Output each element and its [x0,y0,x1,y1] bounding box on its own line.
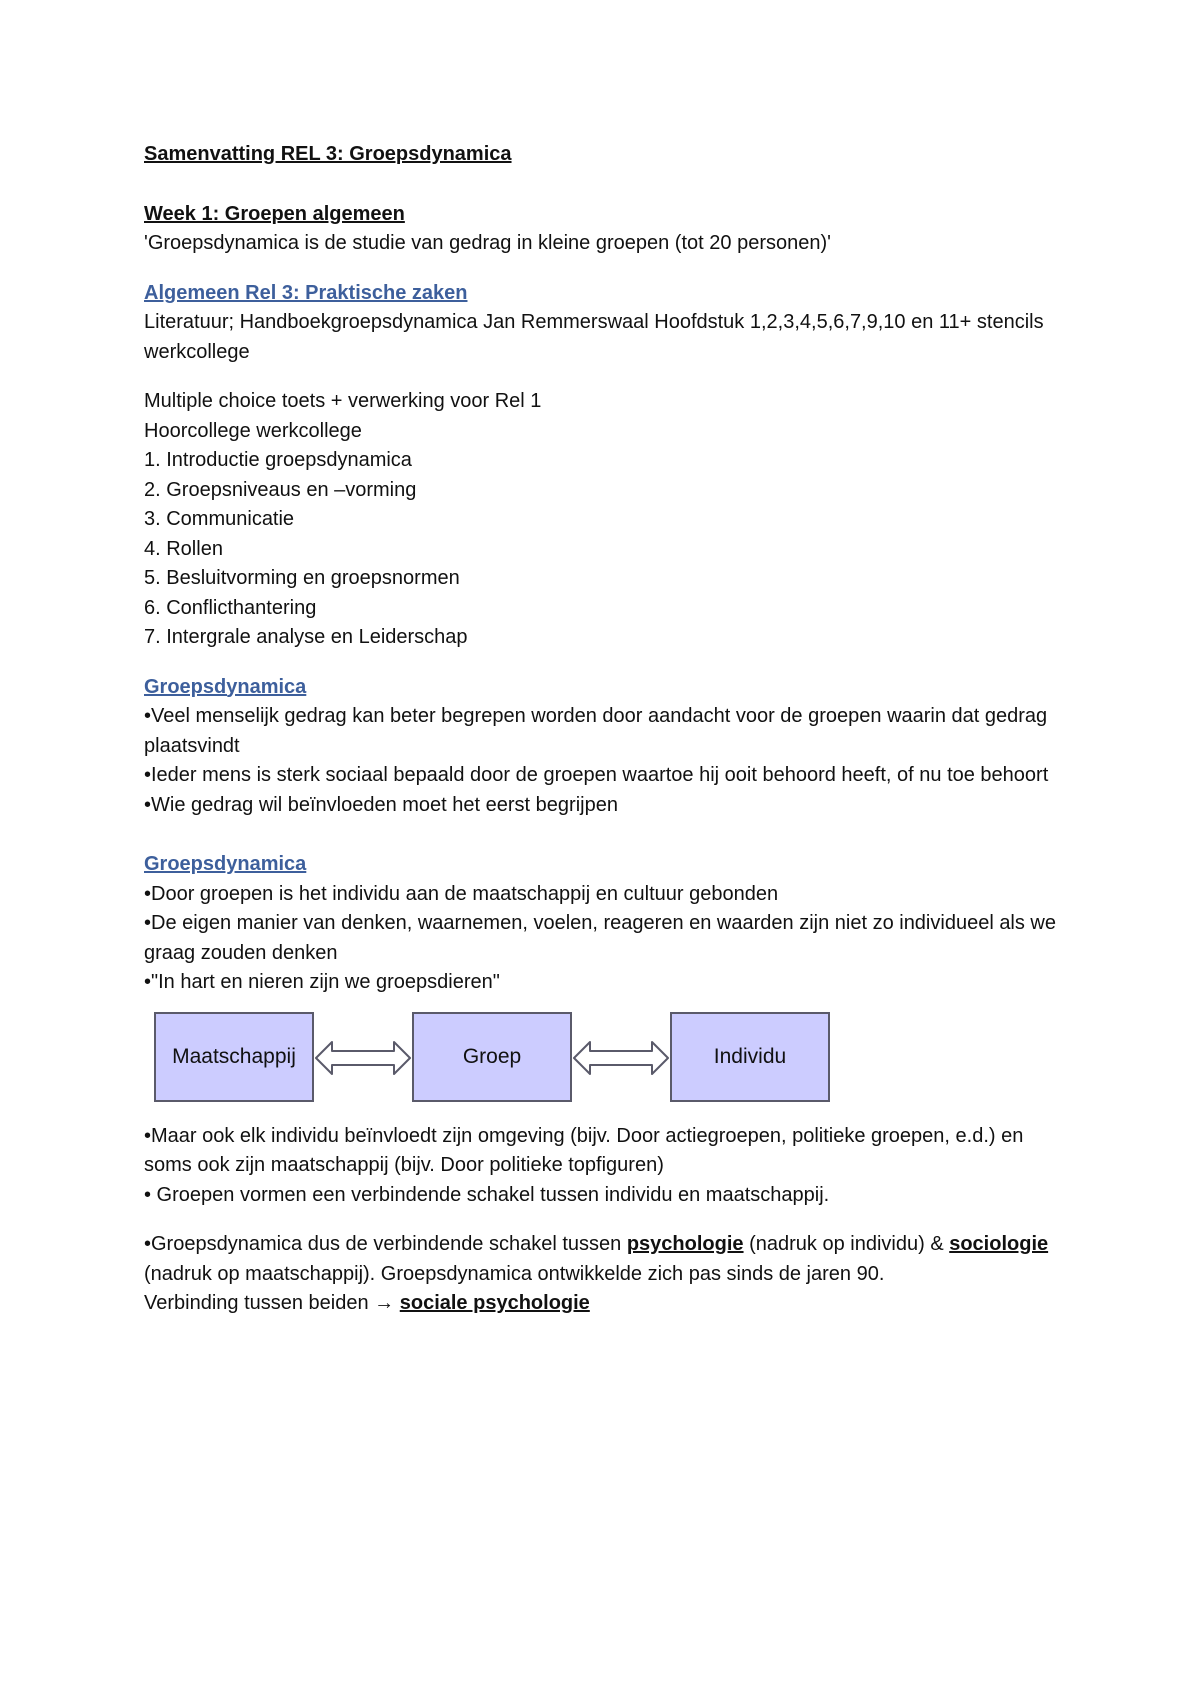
definition-quote: 'Groepsdynamica is de studie van gedrag in kleine groepen (tot 20 personen)' [144,232,831,254]
section1-heading: Groepsdynamica [144,675,307,698]
relationship-diagram [144,1012,844,1108]
term-sociologie: sociologie [949,1233,1049,1255]
list-item: •Ieder mens is sterk sociaal bepaald door de groepen waartoe hij ooit behoord heeft, of nu toe behoort [144,764,1049,786]
list-item: •Veel menselijk gedrag kan beter begrepen worden door aandacht voor de groepen waarin dat gedrag plaatsvindt [144,705,1048,757]
document-title: Samenvatting REL 3: Groepsdynamica [144,143,512,165]
list-item: 1. Introductie groepsdynamica [144,449,412,471]
term-sociale-psychologie: sociale psychologie [399,1292,590,1314]
box-individu: Individu [670,1012,830,1102]
conclusion-text: (nadruk op maatschappij). Groepsdynamica ontwikkelde zich pas sinds de jaren 90. [144,1262,885,1285]
list-item: 7. Intergrale analyse en Leiderschap [144,626,468,648]
conclusion-paragraph [144,1230,1074,1289]
connection-text: Verbinding tussen beiden → [144,1292,400,1314]
section2-heading: Groepsdynamica [144,853,307,875]
list-item: •"In hart en nieren zijn we groepsdieren" [144,971,500,993]
practical-heading: Algemeen Rel 3: Praktische zaken [144,281,468,304]
exam-text: Multiple choice toets + verwerking voor Rel 1 [144,390,542,412]
document-page [144,140,1074,1319]
list-item: •De eigen manier van denken, waarnemen, voelen, reageren en waarden zijn niet zo individueel als we graag zouden denken [144,912,1057,964]
term-psychologie: psychologie [626,1233,744,1255]
conclusion-text: •Groepsdynamica dus de verbindende schakel tussen [144,1233,627,1255]
double-arrow-icon [572,1038,670,1078]
list-item: 3. Communicatie [144,508,295,530]
box-maatschappij: Maatschappij [154,1012,314,1102]
list-item: •Maar ook elk individu beïnvloedt zijn omgeving (bijv. Door actiegroepen, politieke groepen, e.d.) en soms ook zijn maatschappij (bijv. Door politieke topfiguren) [144,1124,1024,1176]
list-item: • Groepen vormen een verbindende schakel tussen individu en maatschappij. [144,1183,830,1206]
lectures-label: Hoorcollege werkcollege [144,419,362,442]
list-item: 5. Besluitvorming en groepsnormen [144,567,460,589]
list-item: 4. Rollen [144,537,223,560]
list-item: •Wie gedrag wil beïnvloeden moet het eerst begrijpen [144,793,618,816]
list-item: 2. Groepsniveaus en –vorming [144,478,417,501]
literature-text: Literatuur; Handboekgroepsdynamica Jan Remmerswaal Hoofdstuk 1,2,3,4,5,6,7,9,10 en 11+ stencils werkcollege [144,311,1044,363]
topics-list [144,446,1074,653]
week1-heading: Week 1: Groepen algemeen [144,202,405,225]
conclusion-text: (nadruk op individu) & [743,1233,950,1255]
connection-line [144,1289,1074,1319]
double-arrow-icon [314,1038,412,1078]
box-groep: Groep [412,1012,572,1102]
list-item: •Door groepen is het individu aan de maatschappij en cultuur gebonden [144,882,779,905]
list-item: 6. Conflicthantering [144,596,317,619]
